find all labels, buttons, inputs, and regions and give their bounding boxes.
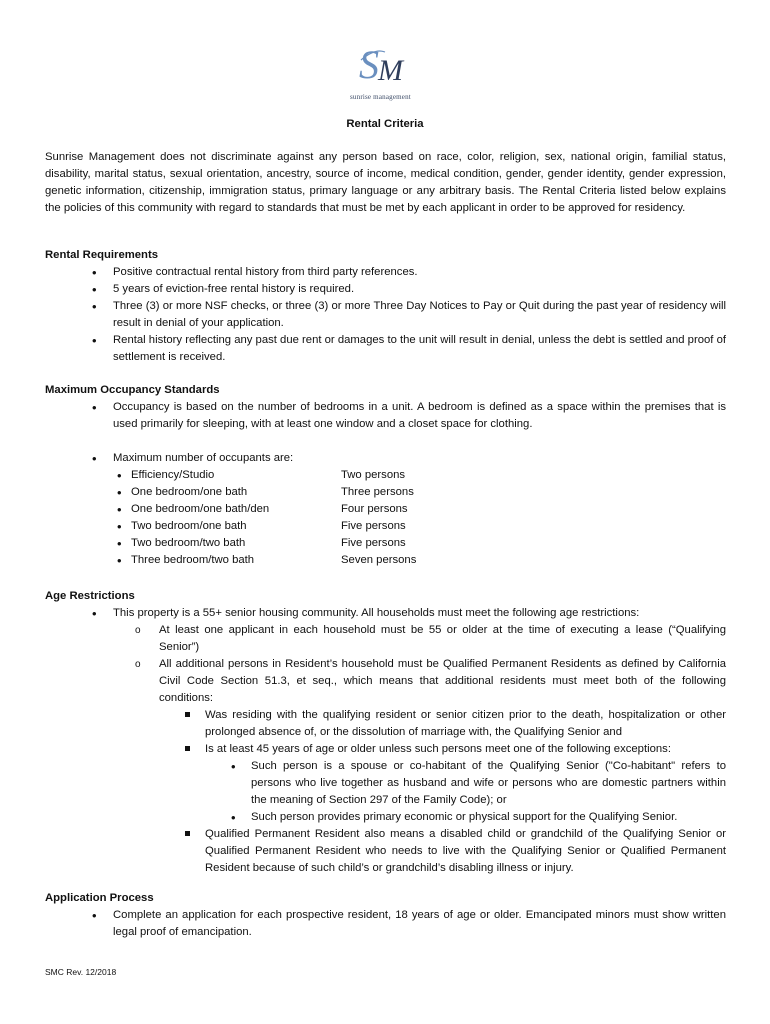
occupancy-units-list: [113, 467, 726, 569]
condition-text: Is at least 45 years of age or older unless such persons meet one of the following exceptions:: [205, 743, 671, 755]
occupancy-max-label: Maximum number of occupants are:: [113, 452, 294, 464]
list-item: • Three (3) or more NSF checks, or three (3) or more Three Day Notices to Pay or Quit during the past year of residency will result in denial of your application.: [92, 298, 726, 332]
condition-item: Qualified Permanent Resident also means a disabled child or grandchild of the Qualifying Senior or Qualified Permanent Resident who needs to live with the Qualifying Senior or Qualified Permanent Resident because of such child’s or grandchild’s disabling illness or injury.: [183, 826, 726, 877]
age-sub-text: All additional persons in Resident’s household must be Qualified Permanent Residents as defined by California Civil Code Section 51.3, et seq., which means that additional residents must meet both of the following conditions:: [159, 658, 726, 704]
svg-text:M: M: [378, 54, 403, 87]
unit-type: Two bedroom/one bath: [131, 520, 247, 532]
unit-persons: Four persons: [341, 503, 408, 515]
svg-text:S: S: [359, 42, 379, 87]
age-restrictions-heading: Age Restrictions: [45, 590, 135, 602]
rental-requirements-heading: Rental Requirements: [45, 249, 158, 261]
list-item: [92, 605, 726, 877]
age-sub-item: [135, 656, 726, 877]
condition-item: Was residing with the qualifying resident or senior citizen prior to the death, hospitalization or other prolonged absence of, or the dissolution of marriage with, the Qualifying Senior and: [183, 707, 726, 741]
exception-item: • Such person is a spouse or co-habitant of the Qualifying Senior ("Co-habitant" refers to persons who live together as husband and wife or persons who are domestic partners within the meaning of Section 297 of the Family Code); or: [229, 758, 726, 809]
application-list: [92, 907, 726, 941]
page-title: Rental Criteria: [346, 118, 424, 130]
rental-requirements-list: [92, 264, 726, 366]
list-item: • Complete an application for each prospective resident, 18 years of age or older. Emancipated minors must show written legal proof of emancipation.: [92, 907, 726, 941]
occupancy-list: [92, 399, 726, 569]
age-sub-item: o At least one applicant in each household must be 55 or older at the time of executing a lease (“Qualifying Senior”): [135, 622, 726, 656]
occupancy-row: [113, 467, 451, 484]
unit-type: One bedroom/one bath: [131, 486, 248, 498]
list-item: • Positive contractual rental history from third party references.: [92, 264, 726, 281]
occupancy-row: [113, 552, 451, 569]
age-intro: This property is a 55+ senior housing community. All households must meet the following age restrictions:: [113, 607, 640, 619]
occupancy-heading: Maximum Occupancy Standards: [45, 384, 220, 396]
age-restrictions-list: [92, 605, 726, 877]
unit-type: One bedroom/one bath/den: [131, 503, 270, 515]
exceptions-list: [205, 758, 726, 826]
occupancy-row: [113, 518, 451, 535]
occupancy-row: [113, 484, 451, 501]
occupancy-max-item: [92, 450, 726, 569]
list-item: • 5 years of eviction-free rental history is required.: [92, 281, 726, 298]
occupancy-row: [113, 501, 451, 518]
unit-type: Three bedroom/two bath: [131, 554, 255, 566]
occupancy-definition: • Occupancy is based on the number of bedrooms in a unit. A bedroom is defined as a space within the premises that is used primarily for sleeping, with at least one window and a closet space for clothing.: [92, 399, 726, 433]
logo-tagline: sunrise management: [350, 93, 411, 101]
unit-persons: Five persons: [341, 520, 406, 532]
application-heading: Application Process: [45, 892, 154, 904]
exception-item: • Such person provides primary economic or physical support for the Qualifying Senior.: [229, 809, 726, 826]
age-sublist: [113, 622, 726, 877]
list-item: • Rental history reflecting any past due rent or damages to the unit will result in denial, unless the debt is settled and proof of settlement is received.: [92, 332, 726, 366]
intro-paragraph: Sunrise Management does not discriminate against any person based on race, color, religion, sex, national origin, familial status, disability, marital status, sexual orientation, ancestry, source of income, medical condition, gender, gender identity, gender expression, genetic information, citizenship, immigration status, primary language or any arbitrary basis. The Rental Criteria listed below explains the policies of this community with regard to standards that must be met by each applicant in order to be approved for residency.: [45, 151, 726, 214]
condition-item: [183, 741, 726, 826]
conditions-list: [159, 707, 726, 877]
unit-persons: Two persons: [341, 469, 406, 481]
unit-type: Efficiency/Studio: [131, 469, 215, 481]
occupancy-row: [113, 535, 451, 552]
unit-persons: Five persons: [341, 537, 406, 549]
unit-persons: Seven persons: [341, 554, 417, 566]
unit-persons: Three persons: [341, 486, 414, 498]
unit-type: Two bedroom/two bath: [131, 537, 246, 549]
revision-footer: SMC Rev. 12/2018: [45, 967, 117, 977]
